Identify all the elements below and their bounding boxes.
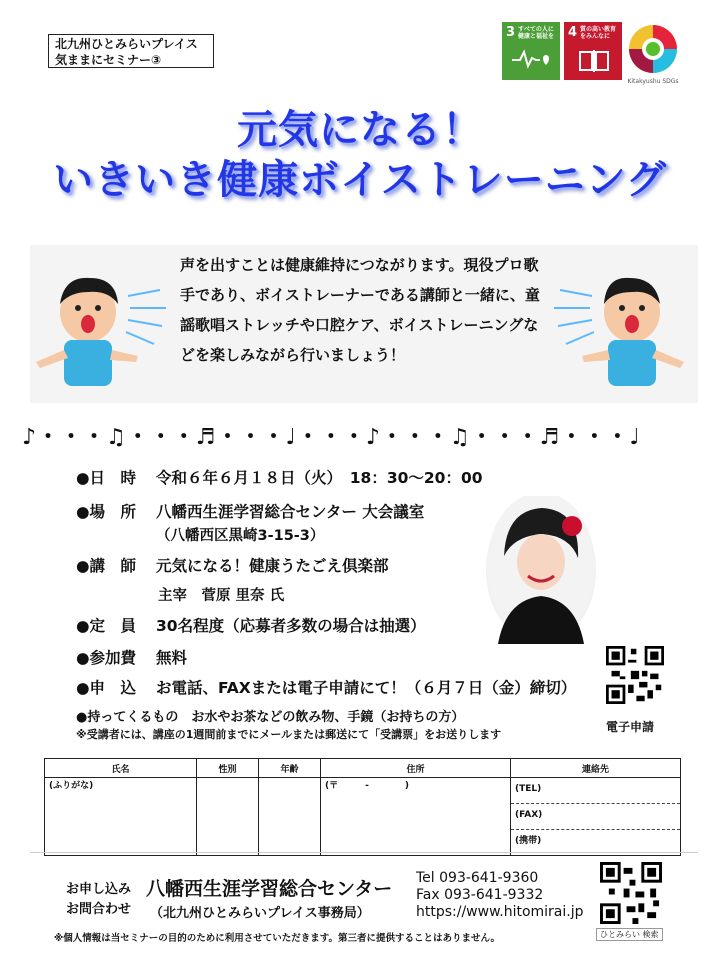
apply-value: お電話、FAXまたは電子申請にて！（６月７日（金）締切）: [156, 679, 577, 697]
form-header-contact: 連絡先: [511, 759, 681, 778]
form-header-age: 年齢: [259, 759, 321, 778]
tel-field[interactable]: (TEL): [511, 778, 680, 804]
music-notes-text: ♪・・・♫・・・♬・・・♩・・・♪・・・♫・・・♬・・・♩: [22, 425, 641, 450]
fee-row: [76, 646, 187, 668]
ticket-notice: ※受講者には、講座の1週間前までにメールまたは郵送にて「受講票」をお送りします: [76, 728, 502, 741]
kitakyushu-logo-caption: Kitakyushu SDGs: [627, 78, 679, 85]
series-line-2: 気ままにセミナー③: [55, 53, 162, 67]
lecturer-row: [76, 554, 389, 576]
place-address: （八幡西区黒崎3-15-3）: [156, 528, 325, 544]
website-link[interactable]: https://www.hitomirai.jp: [416, 904, 584, 920]
lecturer-name: 主宰 菅原 里奈 氏: [158, 588, 285, 604]
sdgs-wheel-icon: [626, 22, 680, 76]
mobile-field[interactable]: (携帯): [515, 836, 542, 846]
place-label: ●場 所: [76, 503, 137, 521]
center-name: 八幡西生涯学習総合センター: [146, 878, 393, 900]
form-gender-cell[interactable]: [197, 778, 259, 856]
singing-boy-right-illustration: [550, 264, 690, 394]
heartbeat-icon: [512, 48, 552, 70]
form-header-gender: 性別: [197, 759, 259, 778]
apply-label-2: お問合わせ: [66, 902, 132, 917]
furigana-hint: (ふりがな): [49, 781, 94, 791]
series-label: [48, 34, 214, 68]
fax-number: Fax 093-641-9332: [416, 887, 544, 903]
search-hint: ひとみらい 検索: [596, 928, 663, 941]
website-qr-code[interactable]: [600, 862, 662, 924]
lecturer-photo: [486, 496, 596, 644]
apply-row: [76, 676, 576, 698]
music-notes-divider: [22, 420, 698, 450]
sdg-3-icon: [502, 22, 560, 80]
date-label: ●日 時: [76, 469, 137, 487]
form-header-row: [45, 759, 681, 778]
e-application-label: 電子申請: [606, 720, 655, 734]
sdg-4-number: 4: [568, 25, 578, 40]
singing-boy-left-illustration: [30, 264, 170, 394]
postal-code-hint: (〒 - ): [325, 781, 409, 791]
form-header-address: 住所: [321, 759, 511, 778]
e-application-qr-code[interactable]: [606, 646, 664, 704]
place-value: 八幡西生涯学習総合センター 大会議室: [156, 503, 425, 521]
apply-label-1: お申し込み: [66, 882, 132, 897]
capacity-label: ●定 員: [76, 617, 137, 635]
form-name-cell[interactable]: [45, 778, 197, 856]
fee-value: 無料: [156, 649, 188, 667]
sdg-4-icon: [564, 22, 622, 80]
contact-info: [416, 870, 584, 921]
capacity-row: [76, 614, 426, 636]
apply-label: ●申 込: [76, 679, 137, 697]
sdg-4-text: 質の高い教育をみんなに: [580, 26, 617, 40]
form-header-name: 氏名: [45, 759, 197, 778]
footer-divider: [30, 852, 698, 853]
application-form-table: [44, 758, 681, 856]
fee-label: ●参加費: [76, 649, 137, 667]
date-row: [76, 466, 483, 488]
title-line-2: いきいき健康ボイストレーニング: [53, 157, 667, 203]
series-line-1: 北九州ひとみらいプレイス: [55, 37, 198, 51]
lecturer-label: ●講 師: [76, 557, 137, 575]
book-icon: [574, 48, 614, 72]
sdg-3-text: すべての人に健康と福祉を: [518, 26, 555, 40]
intro-text: 声を出すことは健康維持につながります。現役プロ歌手であり、ボイストレーナーである講師と一緒に、童謡歌唱ストレッチや口腔ケア、ボイストレーニングなどを楽しみながら行いましょう！: [180, 256, 540, 364]
kitakyushu-sdgs-logo: [626, 22, 680, 94]
office-name: （北九州ひとみらいプレイス事務局）: [150, 906, 370, 921]
sdg-3-number: 3: [506, 25, 516, 40]
form-input-row: [45, 778, 681, 856]
title-line-1: 元気になる！: [237, 107, 483, 153]
lecturer-portrait: [486, 496, 596, 644]
form-contact-cell: [511, 778, 681, 856]
tel-number: Tel 093-641-9360: [416, 870, 539, 886]
form-address-cell[interactable]: [321, 778, 511, 856]
form-age-cell[interactable]: [259, 778, 321, 856]
date-value: 令和６年６月１８日（火） 18：30～20：00: [156, 469, 483, 487]
inquiry-label: [66, 880, 131, 920]
bring-items: ●持ってくるもの お水やお茶などの飲み物、手鏡（お持ちの方）: [76, 710, 465, 725]
lecturer-value: 元気になる！健康うたごえ倶楽部: [156, 557, 389, 575]
privacy-notice: ※個人情報は当セミナーの目的のために利用させていただきます。第三者に提供することはありません。: [54, 933, 501, 944]
fax-field[interactable]: (FAX): [511, 804, 680, 830]
place-row: [76, 500, 424, 522]
capacity-value: 30名程度（応募者多数の場合は抽選）: [156, 617, 426, 635]
